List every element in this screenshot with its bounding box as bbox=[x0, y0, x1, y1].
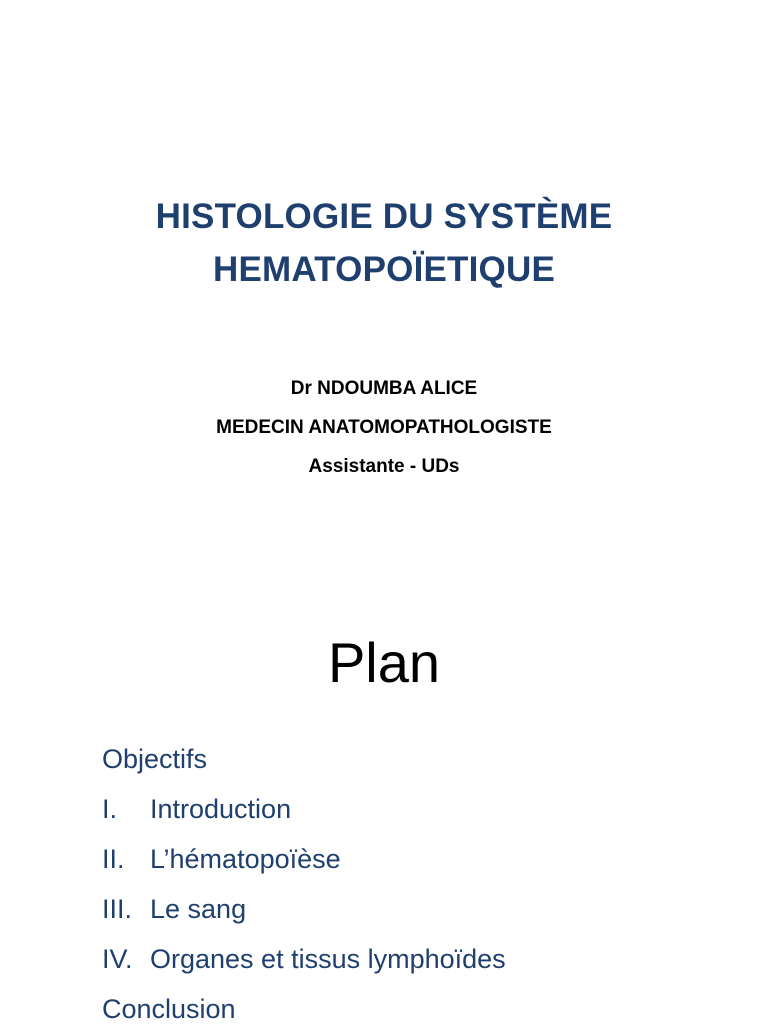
plan-item-label: L’hématopoïèse bbox=[150, 844, 341, 874]
plan-item-number: IV. bbox=[102, 944, 133, 974]
plan-item-organes bbox=[102, 934, 506, 984]
plan-item-conclusion bbox=[102, 984, 506, 1034]
plan-list bbox=[102, 734, 506, 1034]
author-affiliation: Assistante - UDs bbox=[308, 456, 460, 477]
plan-item-label: Conclusion bbox=[102, 994, 236, 1024]
plan-item-label: Le sang bbox=[150, 894, 247, 924]
plan-item-number: III. bbox=[102, 894, 133, 924]
author-name: Dr NDOUMBA ALICE bbox=[290, 378, 478, 399]
author-info bbox=[0, 369, 768, 486]
plan-item-number: I. bbox=[102, 794, 118, 824]
plan-item-label: Objectifs bbox=[102, 744, 208, 774]
plan-item-introduction bbox=[102, 784, 506, 834]
title-line-1: HISTOLOGIE DU SYSTÈME bbox=[155, 197, 613, 236]
plan-item-label: Introduction bbox=[150, 794, 292, 824]
plan-item-label: Organes et tissus lymphoïdes bbox=[150, 944, 506, 974]
plan-item-objectifs bbox=[102, 734, 506, 784]
plan-item-le-sang bbox=[102, 884, 506, 934]
document-title bbox=[0, 190, 768, 296]
author-role: MEDECIN ANATOMOPATHOLOGISTE bbox=[216, 417, 552, 438]
plan-item-number: II. bbox=[102, 844, 125, 874]
plan-item-hematopoiese bbox=[102, 834, 506, 884]
title-line-2: HEMATOPOÏETIQUE bbox=[212, 250, 555, 289]
plan-heading: Plan bbox=[327, 631, 441, 694]
